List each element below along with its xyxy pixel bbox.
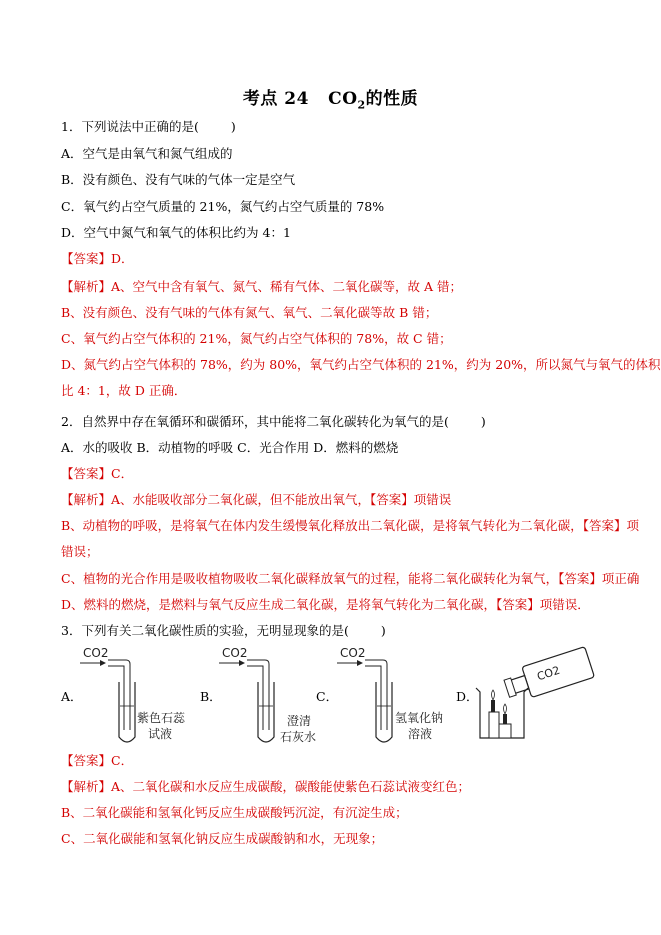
q3-label-c: C． [316, 689, 339, 704]
q1-explanation-2: B、没有颜色、没有气味的气体有氮气、氧气、二氧化碳等故 B 错； [61, 305, 438, 320]
q3-label-b: B． [200, 689, 222, 704]
q3-co2-label-b: CO2 [222, 646, 248, 660]
title-co2: CO [328, 89, 358, 109]
q1-option-c: C．氧气约占空气质量的 21%，氮气约占空气质量的 78% [61, 199, 385, 214]
q3-label-a: A． [61, 689, 83, 704]
q1-answer: 【答案】D． [61, 251, 134, 266]
q2-explanation-3: 错误； [61, 544, 99, 559]
q3-explanation-3: C、二氧化碳能和氢氧化钠反应生成碳酸钠和水，无现象； [61, 831, 384, 846]
q2-close-paren: ) [480, 414, 486, 429]
q1-explanation-1: 【解析】A、空气中含有氧气、氮气、稀有气体、二氧化碳等，故 A 错； [61, 279, 463, 294]
q2-explanation-1: 【解析】A、水能吸收部分二氧化碳，但不能放出氧气，【答案】项错误 [61, 492, 452, 507]
q3-stem-text: 3．下列有关二氧化碳性质的实验，无明显现象的是( [61, 623, 349, 638]
q3-reagent-b-1: 澄清 [287, 714, 312, 728]
q1-option-a: A．空气是由氧气和氮气组成的 [61, 146, 233, 161]
q3-reagent-a-2: 试液 [148, 727, 173, 741]
q3-reagent-c-1: 氢氧化钠 [395, 711, 444, 725]
q2-answer: 【答案】C． [61, 466, 134, 481]
q3-explanation-1: 【解析】A、二氧化碳和水反应生成碳酸，碳酸能使紫色石蕊试液变红色； [61, 779, 471, 794]
q3-co2-label-a: CO2 [83, 646, 109, 660]
apparatus-d-step-high [499, 724, 511, 738]
q3-co2-label-d: CO2 [535, 663, 562, 684]
q3-reagent-c-2: 溶液 [408, 727, 433, 741]
q1-explanation-3: C、氧气约占空气体积的 21%，氮气约占空气体积的 78%，故 C 错； [61, 331, 452, 346]
q2-stem-text: 2．自然界中存在氧循环和碳循环，其中能将二氧化碳转化为氧气的是( [61, 414, 449, 429]
title-suffix: 的性质 [365, 89, 419, 109]
q1-option-d: D．空气中氮气和氧气的体积比约为 4：1 [61, 225, 291, 240]
q2-explanation-5: D、燃料的燃烧，是燃料与氧气反应生成二氧化碳，是将氧气转化为二氧化碳，【答案】项错误． [61, 597, 590, 612]
q3-answer: 【答案】C． [61, 753, 134, 768]
title-prefix: 考点 24 [242, 89, 309, 109]
q3-explanation-2: B、二氧化碳能和氢氧化钙反应生成碳酸钙沉淀，有沉淀生成； [61, 805, 408, 820]
q1-explanation-4: D、氮气约占空气体积的 78%，约为 80%，氧气约占空气体积的 21%，约为 20%，所以氮气与氧气的体积 [61, 357, 661, 372]
apparatus-d-step-low [489, 712, 499, 738]
q3-label-d: D． [456, 689, 479, 704]
apparatus-d-candle-lower [503, 714, 507, 724]
q2-options: A．水的吸收 B．动植物的呼吸 C．光合作用 D．燃料的燃烧 [61, 440, 399, 455]
apparatus-d-candle-upper [491, 700, 495, 712]
q1-stem-text: 1．下列说法中正确的是( [61, 119, 199, 134]
apparatus-d-flame-upper [492, 690, 495, 700]
apparatus-d-flame-lower [504, 704, 507, 714]
q3-reagent-a-1: 紫色石蕊 [137, 711, 186, 725]
q3-co2-label-c: CO2 [340, 646, 366, 660]
title-subscript: 2 [357, 98, 366, 112]
q1-explanation-5: 比 4：1，故 D 正确． [61, 383, 187, 398]
q3-close-paren: ) [380, 623, 386, 638]
q3-reagent-b-2: 石灰水 [280, 730, 317, 744]
q1-option-b: B．没有颜色、没有气味的气体一定是空气 [61, 172, 296, 187]
q2-explanation-4: C、植物的光合作用是吸收植物吸收二氧化碳释放氧气的过程，能将二氧化碳转化为氧气，【答案】项正确 [61, 571, 640, 586]
q2-explanation-2: B、动植物的呼吸，是将氧气在体内发生缓慢氧化释放出二氧化碳，是将氧气转化为二氧化碳，【答案】项 [61, 518, 639, 533]
q1-close-paren: ) [230, 119, 236, 134]
